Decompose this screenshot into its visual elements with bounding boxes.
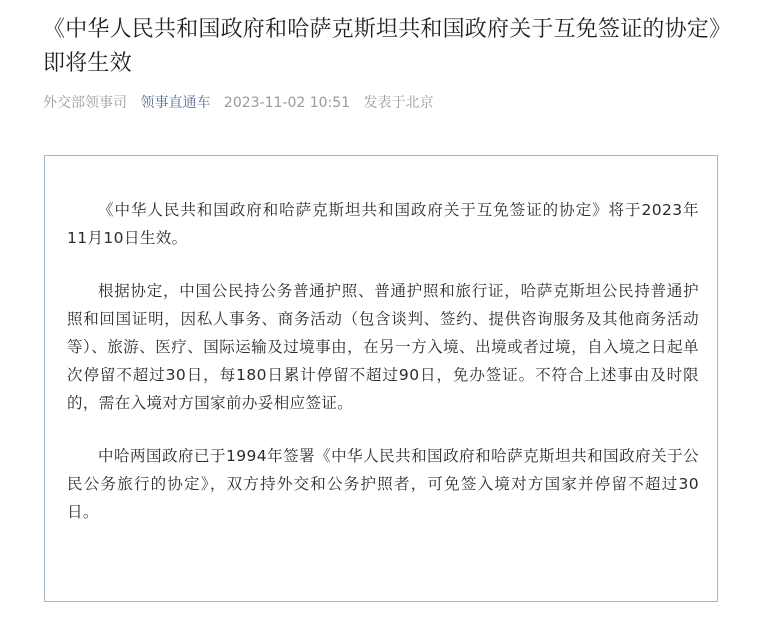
- author-name: 外交部领事司: [43, 95, 127, 111]
- article-meta: [43, 93, 443, 113]
- article-content-box: [44, 155, 718, 602]
- paragraph-effective-date: 《中华人民共和国政府和哈萨克斯坦共和国政府关于互免签证的协定》将于2023年11月10日生效。: [67, 201, 699, 247]
- article-title: 《中华人民共和国政府和哈萨克斯坦共和国政府关于互免签证的协定》即将生效: [43, 17, 721, 76]
- publish-datetime: 2023-11-02 10:51: [223, 95, 351, 111]
- publish-location: 发表于北京: [363, 95, 434, 111]
- account-link[interactable]: 领事直通车: [140, 95, 211, 111]
- paragraph-visa-exemption-details: 根据协定，中国公民持公务普通护照、普通护照和旅行证，哈萨克斯坦公民持普通护照和回国证明，因私人事务、商务活动（包含谈判、签约、提供咨询服务及其他商务活动等）、旅游、医疗、国际运输及过境事由，在另一方入境、出境或者过境，自入境之日起单次停留不超过30日，每180日累计停留不超过90日，免办签证。不符合上述事由及时限的，需在入境对方国家前办妥相应签证。: [67, 282, 699, 412]
- paragraph-1994-agreement: 中哈两国政府已于1994年签署《中华人民共和国政府和哈萨克斯坦共和国政府关于公民公务旅行的协定》，双方持外交和公务护照者，可免签入境对方国家并停留不超过30日。: [67, 447, 699, 521]
- article-body: [67, 196, 699, 551]
